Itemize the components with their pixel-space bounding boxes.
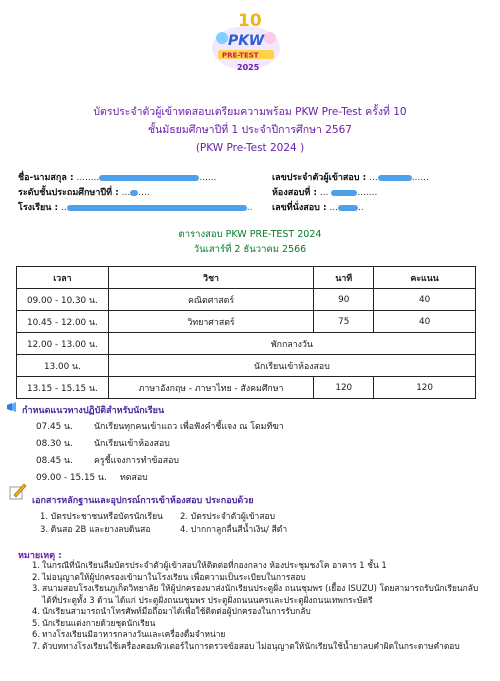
schedule-date: วันเสาร์ที่ 2 ธันวาคม 2566 [193, 244, 307, 255]
table-row [17, 311, 476, 333]
list-item [36, 419, 284, 436]
row-subject: วิทยาศาสตร์ [108, 311, 314, 333]
announcement-icon [6, 401, 18, 413]
guidelines-list [36, 419, 284, 487]
row-minutes: 75 [314, 311, 374, 333]
guideline-time: 08.45 น. [36, 456, 73, 466]
note-text: ในกรณีที่นักเรียนลืมบัตรประจำตัวผู้เข้าสอบให้ติดต่อที่กองกลาง ห้องประชุมชงโค อาคาร 1 ชั้น 1 [42, 560, 387, 570]
logo-year: 2025 [237, 63, 260, 72]
list-item [36, 436, 284, 453]
note-text: ตัวบททางโรงเรียนใช้เครื่องคอมพิวเตอร์ในการตรวจข้อสอบ ไม่อนุญาตให้นักเรียนใช้น้ำยาลบคำผิดในกระดาษคำตอบ [42, 640, 460, 651]
name-label: ชื่อ-นามสกุล : [18, 173, 74, 183]
notes-title: หมายเหตุ : [18, 551, 62, 561]
row-time: 13.00 น. [17, 355, 109, 377]
note-text: ทางโรงเรียนมีอาหารกลางวันและเครื่องดื่มจำหน่าย [42, 629, 226, 639]
guideline-text: นักเรียนเข้าห้องสอบ [94, 439, 170, 449]
note-text: ไม่อนุญาตให้ผู้ปกครองเข้ามาในโรงเรียน เพื่อความเป็นระเบียบในการสอบ [42, 571, 306, 582]
list-item: 4. ปากกาลูกลื่นสีน้ำเงิน/ สีดำ [180, 525, 288, 535]
list-item [32, 572, 487, 584]
redacted-room [331, 190, 357, 196]
pencil-paper-icon [8, 481, 28, 501]
list-item [32, 560, 487, 572]
redacted-name [99, 175, 199, 181]
guideline-time: 08.30 น. [36, 439, 73, 449]
row-score: 120 [374, 377, 476, 399]
list-item [32, 641, 487, 653]
logo-number: 10 [238, 11, 262, 31]
guideline-text: นักเรียนทุกคนเข้าแถว เพื่อฟังคำชี้แจง ณ โดมทีฆา [94, 422, 284, 432]
room-field: ห้องสอบที่ : ... ....... [272, 188, 378, 198]
seat-id-field: เลขประจำตัวผู้เข้าสอบ : ... ...... [272, 173, 429, 183]
redacted-level [130, 190, 138, 196]
header-subject: วิชา [108, 267, 314, 289]
name-field: ชื่อ-นามสกุล : ........ ...... [18, 173, 217, 183]
row-minutes: 90 [314, 289, 374, 311]
list-item [32, 606, 487, 618]
list-item: 1. บัตรประชาชนหรือบัตรนักเรียน [40, 512, 163, 522]
table-row [17, 355, 476, 377]
row-subject: นักเรียนเข้าห้องสอบ [108, 355, 475, 377]
row-minutes: 120 [314, 377, 374, 399]
guideline-time: 07.45 น. [36, 422, 73, 432]
school-label: โรงเรียน : [18, 203, 59, 213]
documents-title: เอกสารหลักฐานและอุปกรณ์การเข้าห้องสอบ ประกอบด้วย [32, 496, 254, 506]
redacted-seat-id [378, 175, 412, 181]
notes-list [32, 560, 487, 652]
list-item [32, 629, 487, 641]
note-text: สนามสอบโรงเรียนภูเก็ตวิทยาลัย ให้ผู้ปกครองมาส่งนักเรียนประตูฝั่ง ถนนชุมพร (เยื้อง ISUZU) โดยสามารถรับนักเรียนกลับได้ที่ประตูทั้ง 3 ด้าน ได้แก่ ประตูฝั่งถนนชุมพร ประตูฝั่งถนนนครและประตูฝั่งถนนเทพกระษัตรี [42, 583, 479, 605]
guidelines-title: กำหนดแนวทางปฏิบัติสำหรับนักเรียน [22, 406, 165, 416]
row-time: 12.00 - 13.00 น. [17, 333, 109, 355]
logo-sub: PRE-TEST [222, 51, 259, 60]
row-subject: ภาษาอังกฤษ - ภาษาไทย - สังคมศึกษา [108, 377, 314, 399]
row-score: 40 [374, 311, 476, 333]
level-field: ระดับชั้นประถมศึกษาปีที่ : ... .... [18, 188, 150, 198]
row-score: 40 [374, 289, 476, 311]
table-row [17, 377, 476, 399]
seat-no-label: เลขที่นั่งสอบ : [272, 203, 327, 213]
table-row [17, 333, 476, 355]
note-number: 1. [32, 560, 40, 570]
seat-no-field: เลขที่นั่งสอบ : ... .. [272, 203, 364, 213]
room-label: ห้องสอบที่ : [272, 188, 318, 198]
note-number: 2. [32, 571, 40, 582]
note-text: นักเรียนสามารถนำโทรศัพท์มือถือมาได้เพื่อใช้ติดต่อผู้ปกครองในการรับกลับ [42, 606, 311, 616]
redacted-school [67, 205, 247, 211]
school-field: โรงเรียน : .. .. [18, 203, 253, 213]
title-line-2: ชั้นมัธยมศึกษาปีที่ 1 ประจำปีการศึกษา 2567 [148, 124, 352, 136]
title-line-1: บัตรประจำตัวผู้เข้าทดสอบเตรียมความพร้อม PKW Pre-Test ครั้งที่ 10 [93, 106, 407, 118]
guideline-text: ครูชี้แจงการทำข้อสอบ [94, 456, 179, 466]
schedule-title: ตารางสอบ PKW PRE-TEST 2024 [178, 229, 322, 240]
row-subject: คณิตศาสตร์ [108, 289, 314, 311]
note-number: 3. [32, 583, 40, 593]
header-time: เวลา [17, 267, 109, 289]
seat-id-label: เลขประจำตัวผู้เข้าสอบ : [272, 173, 367, 183]
list-item [32, 583, 487, 606]
row-time: 13.15 - 15.15 น. [17, 377, 109, 399]
note-text: นักเรียนแต่งกายด้วยชุดนักเรียน [42, 617, 156, 628]
note-number: 6. [32, 629, 40, 639]
list-item [36, 470, 284, 487]
note-number: 4. [32, 606, 40, 616]
documents-list [40, 509, 340, 539]
redacted-seat-no [338, 205, 358, 211]
guideline-text: ทดสอบ [120, 473, 148, 483]
table-row [17, 289, 476, 311]
list-item [32, 618, 487, 630]
note-number: 5. [32, 617, 40, 628]
row-time: 10.45 - 12.00 น. [17, 311, 109, 333]
list-item: 2. บัตรประจำตัวผู้เข้าสอบ [180, 512, 276, 522]
level-label: ระดับชั้นประถมศึกษาปีที่ : [18, 188, 119, 198]
row-time: 09.00 - 10.30 น. [17, 289, 109, 311]
title-line-3: (PKW Pre-Test 2024 ) [195, 142, 305, 154]
table-header-row [17, 267, 476, 289]
schedule-table [16, 266, 476, 399]
header-score: คะแนน [374, 267, 476, 289]
logo-brand: PKW [228, 33, 265, 49]
guideline-time: 09.00 - 15.15 น. [36, 473, 107, 483]
pkw-pretest-logo [208, 8, 284, 76]
row-subject: พักกลางวัน [108, 333, 475, 355]
list-item [36, 453, 284, 470]
list-item: 3. ดินสอ 2B และยางลบดินสอ [40, 525, 151, 535]
header-minutes: นาที [314, 267, 374, 289]
note-number: 7. [32, 640, 40, 651]
